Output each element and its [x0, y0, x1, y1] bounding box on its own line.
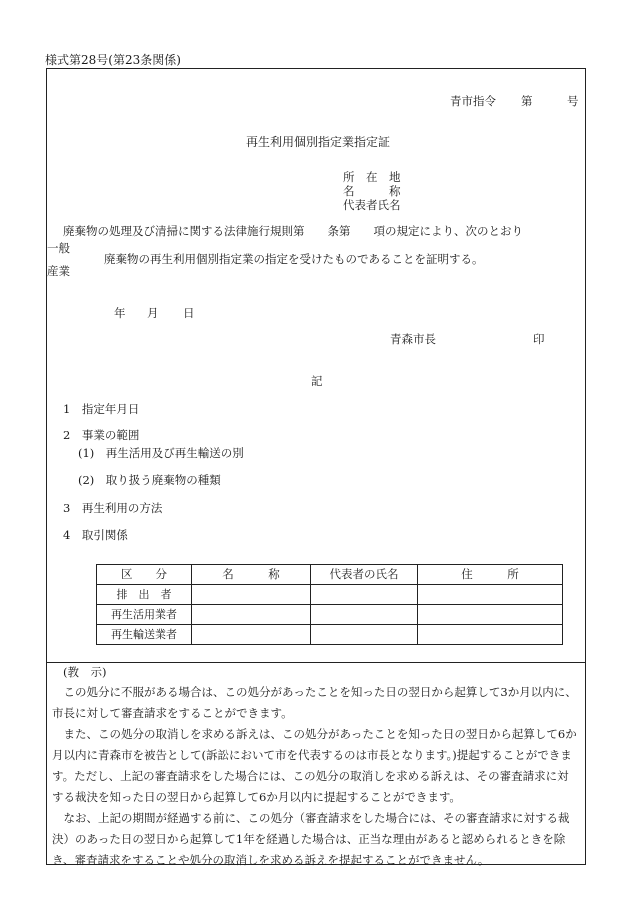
notice-divider: [46, 662, 586, 663]
table-row: [97, 625, 563, 645]
item-waste-kind: (2) 取り扱う廃棄物の種類: [78, 473, 221, 487]
signer-name: 青森市長: [390, 332, 436, 346]
date-day: 日: [183, 306, 195, 320]
table-row: [97, 605, 563, 625]
row-label-transporter: 再生輸送業者: [97, 625, 192, 645]
row-label-recycler: 再生活用業者: [97, 605, 192, 625]
item-scope-type: (1) 再生活用及び再生輸送の別: [78, 446, 244, 460]
date-year: 年: [114, 306, 126, 320]
item-designation-date: 1 指定年月日: [63, 402, 140, 416]
body-line-2: 廃棄物の再生利用個別指定業の指定を受けたものであることを証明する。: [104, 252, 484, 266]
body-line-1: 廃棄物の処理及び清掃に関する法律施行規則第 条第 項の規定により、次のとおり: [63, 224, 523, 238]
table-cell: [418, 585, 563, 605]
doc-number-dai: 第: [521, 94, 533, 108]
item-trade-relations: 4 取引関係: [63, 528, 128, 542]
table-cell: [311, 605, 418, 625]
doc-number-prefix: 青市指令: [450, 94, 496, 108]
table-cell: [192, 625, 311, 645]
seal-mark: 印: [533, 332, 545, 346]
notice-paragraph-2: また、この処分の取消しを求める訴えは、この処分があったことを知った日の翌日から起算して6か月以内に青森市を被告として(訴訟において市を代表するのは市長となります。)提起することができます。ただし、上記の審査請求をした場合には、この処分の取消しを求める訴えは、その審査請求に対する裁決を知った日の翌日から起算して6か月以内に提起することができます。: [52, 727, 577, 804]
table-header-address: 住 所: [418, 565, 563, 585]
item-recycling-method: 3 再生利用の方法: [63, 501, 163, 515]
applicant-name-label: 名 称: [343, 184, 401, 198]
table-header-name: 名 称: [192, 565, 311, 585]
table-cell: [311, 625, 418, 645]
notice-paragraph-3: なお、上記の期間が経過する前に、この処分（審査請求をした場合には、その審査請求に対する裁決）のあった日の翌日から起算して1年を経過した場合は、正当な理由があると認められるときを除き、審査請求をすることや処分の取消しを求める訴えを提起することができません。: [52, 811, 570, 867]
waste-type-industrial: 産業: [47, 264, 70, 278]
table-header-category: 区 分: [97, 565, 192, 585]
date-month: 月: [147, 306, 159, 320]
notice-paragraph-1: この処分に不服がある場合は、この処分があったことを知った日の翌日から起算して3か月以内に、市長に対して審査請求をすることができます。: [52, 685, 577, 720]
table-cell: [418, 605, 563, 625]
waste-type-general: 一般: [47, 241, 70, 255]
doc-number-go: 号: [567, 94, 579, 108]
table-cell: [311, 585, 418, 605]
row-label-discharger: 排 出 者: [97, 585, 192, 605]
applicant-location-label: 所 在 地: [343, 170, 401, 184]
certificate-title: 再生利用個別指定業指定証: [246, 135, 391, 149]
applicant-rep-label: 代表者氏名: [343, 198, 401, 212]
table-cell: [418, 625, 563, 645]
item-business-scope: 2 事業の範囲: [63, 428, 140, 442]
form-label: 様式第28号(第23条関係): [45, 53, 181, 67]
notice-heading: (教 示): [63, 665, 107, 679]
trade-relations-table: [96, 564, 563, 645]
table-header-rep: 代表者の氏名: [311, 565, 418, 585]
ki-heading: 記: [311, 374, 323, 388]
table-cell: [192, 585, 311, 605]
table-header-row: [97, 565, 563, 585]
table-row: [97, 585, 563, 605]
table-cell: [192, 605, 311, 625]
